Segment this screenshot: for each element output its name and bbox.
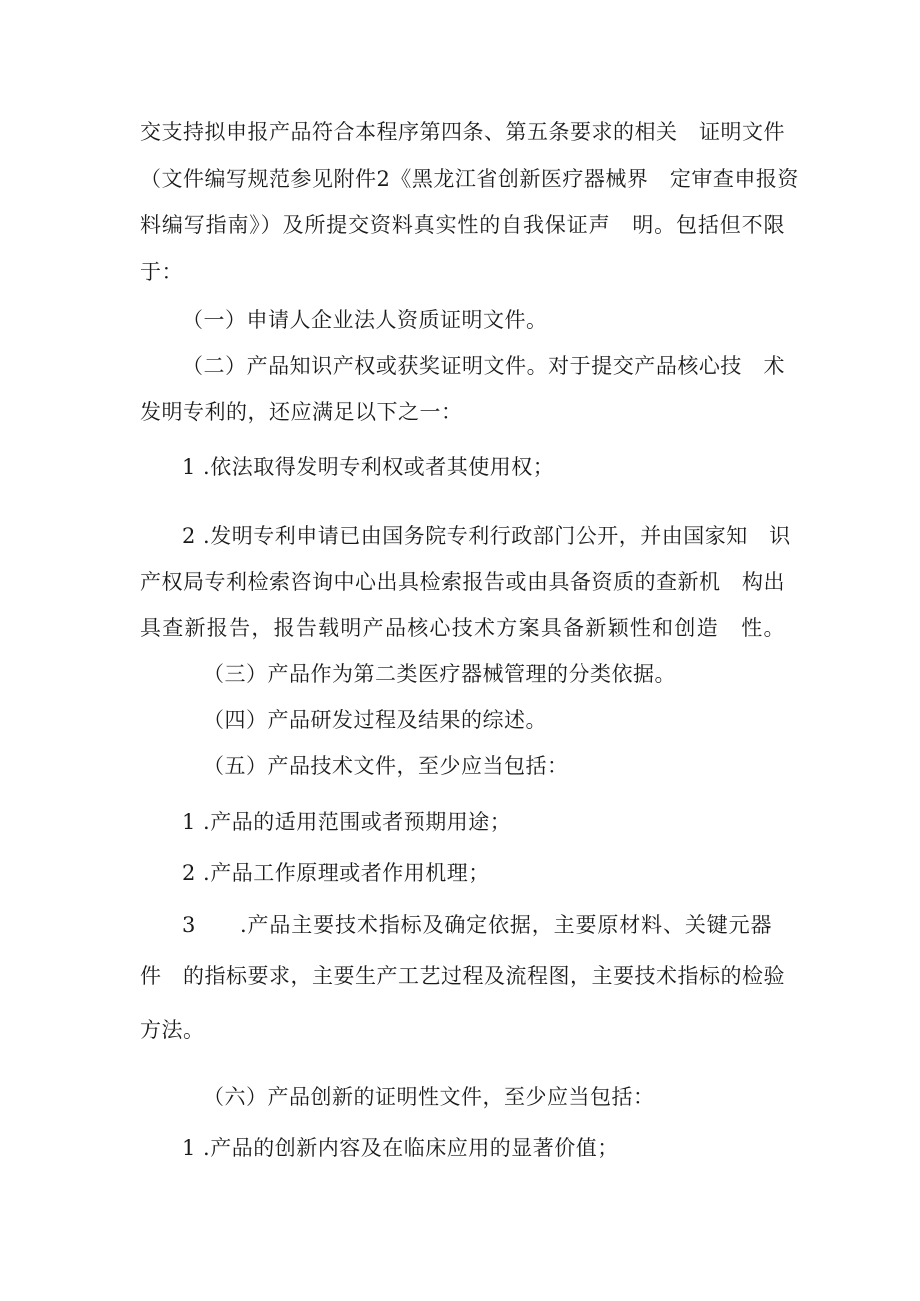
- paragraph-line-11: 具查新报告，报告载明产品核心技术方案具备新颖性和创造 性。: [140, 616, 785, 640]
- section-heading-2: （二）产品知识产权或获奖证明文件。对于提交产品核心技 术: [182, 354, 785, 378]
- paragraph-line-4: 于：: [140, 260, 183, 284]
- paragraph-line-7: 发明专利的，还应满足以下之一：: [140, 400, 463, 424]
- list-item-5-1: 1 .产品的适用范围或者预期用途；: [182, 810, 512, 834]
- paragraph-line-1: 交支持拟申报产品符合本程序第四条、第五条要求的相关 证明文件: [140, 120, 785, 144]
- list-item-2-2: 2 .发明专利申请已由国务院专利行政部门公开，并由国家知 识: [182, 524, 791, 548]
- list-item-2-1: 1 .依法取得发明专利权或者其使用权；: [182, 455, 555, 479]
- list-item-5-2: 2 .产品工作原理或者作用机理；: [182, 861, 490, 885]
- paragraph-line-10: 产权局专利检索咨询中心出具检索报告或由具备资质的查新机 构出: [140, 570, 785, 594]
- list-item-6-1: 1 .产品的创新内容及在临床应用的显著价值；: [182, 1136, 619, 1160]
- paragraph-line-19: 方法。: [140, 1018, 205, 1042]
- section-heading-4: （四）产品研发过程及结果的综述。: [203, 708, 547, 732]
- section-heading-5: （五）产品技术文件，至少应当包括：: [203, 754, 569, 778]
- paragraph-line-18: 件 的指标要求，主要生产工艺过程及流程图，主要技术指标的检验: [140, 964, 785, 988]
- section-heading-6: （六）产品创新的证明性文件，至少应当包括：: [203, 1085, 655, 1109]
- section-heading-3: （三）产品作为第二类医疗器械管理的分类依据。: [203, 662, 676, 686]
- paragraph-line-2: （文件编写规范参见附件2《黑龙江省创新医疗器械界 定审查申报资: [140, 167, 799, 191]
- section-heading-1: （一）申请人企业法人资质证明文件。: [182, 308, 548, 332]
- paragraph-line-3: 料编写指南》）及所提交资料真实性的自我保证声 明。包括但不限: [140, 213, 785, 237]
- list-item-5-3: 3 .产品主要技术指标及确定依据，主要原材料、关键元器: [182, 913, 772, 937]
